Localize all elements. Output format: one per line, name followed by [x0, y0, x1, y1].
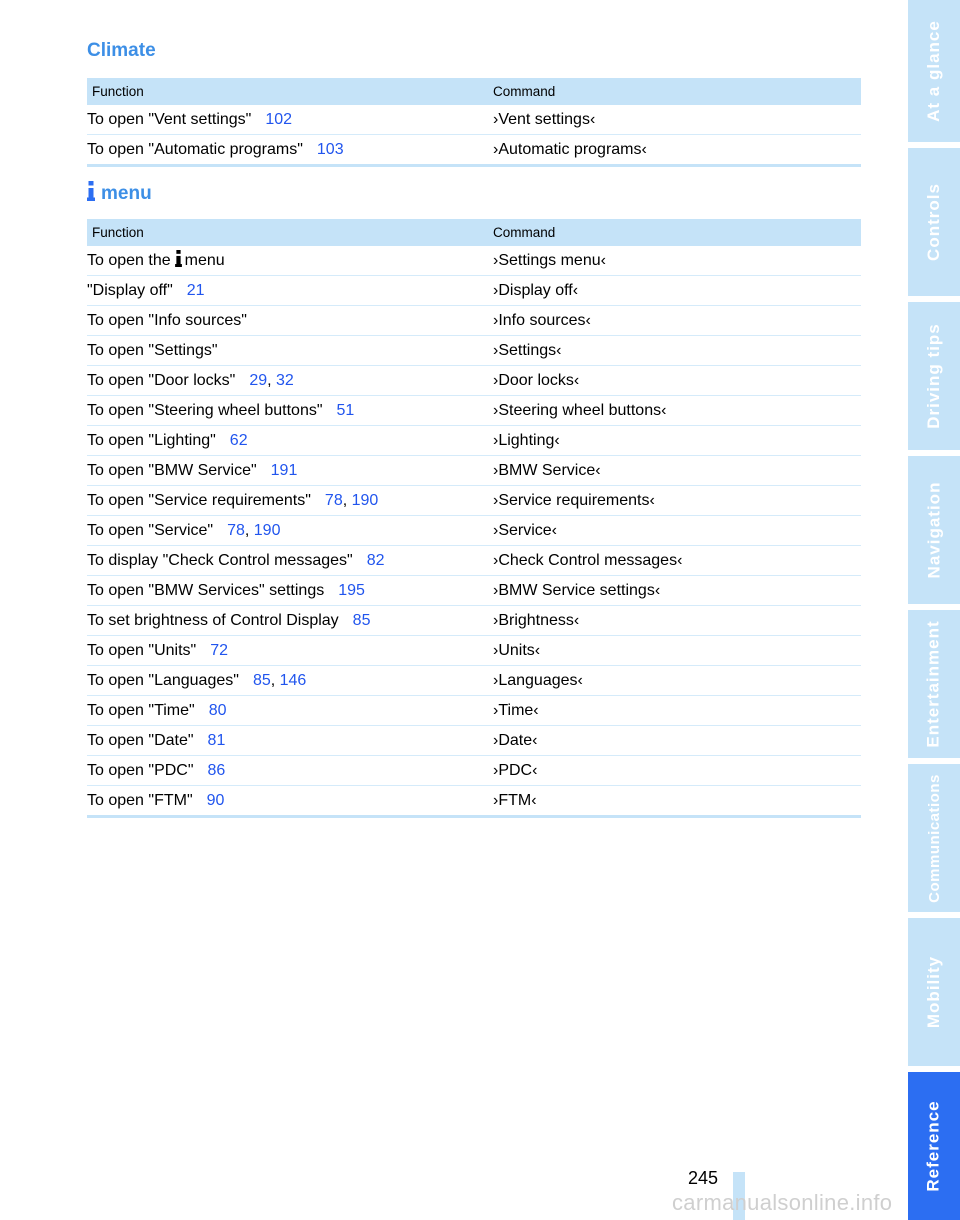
page-references [249, 372, 293, 389]
function-text: To display "Check Control messages" [87, 551, 353, 569]
page-references [317, 141, 344, 158]
function-text: To open "Door locks" [87, 371, 236, 389]
tab-label: Reference [924, 1100, 943, 1192]
page-reference-link[interactable]: 103 [316, 140, 344, 158]
page-reference-link[interactable]: 51 [336, 401, 355, 419]
command-cell: ›FTM‹ [489, 786, 861, 817]
function-text: To open "Settings" [87, 341, 218, 359]
tab-label: Driving tips [924, 323, 944, 429]
table-row [87, 306, 861, 336]
section-title-climate: Climate [87, 40, 156, 61]
page-reference-link[interactable]: 85 [252, 671, 271, 689]
table-row [87, 576, 861, 606]
function-text: To open "Automatic programs" [87, 140, 303, 158]
page-references [353, 612, 371, 629]
page-references [338, 582, 365, 599]
function-cell [87, 546, 489, 576]
tab-controls[interactable] [908, 148, 960, 296]
command-cell: ›Info sources‹ [489, 306, 861, 336]
command-cell: ›Date‹ [489, 726, 861, 756]
page-references [210, 642, 228, 659]
table-header-row [87, 219, 861, 246]
table-row [87, 726, 861, 756]
column-header-function: Function [87, 78, 489, 105]
page-references [209, 702, 227, 719]
page-references [337, 402, 355, 419]
function-text: To open "BMW Service" [87, 461, 257, 479]
page-reference-link[interactable]: 78 [227, 521, 245, 539]
table-header-row [87, 78, 861, 105]
command-cell: ›Units‹ [489, 636, 861, 666]
tab-at-a-glance[interactable] [908, 0, 960, 142]
function-cell [87, 426, 489, 456]
command-cell: ›Automatic programs‹ [489, 135, 861, 166]
page-references [187, 282, 205, 299]
page-reference-link[interactable]: 195 [338, 581, 365, 599]
column-header-command: Command [489, 219, 861, 246]
table-row [87, 606, 861, 636]
ref-separator: , [342, 491, 352, 509]
function-text: To open "Time" [87, 701, 195, 719]
page-reference-link[interactable]: 72 [210, 641, 228, 659]
page-reference-link[interactable]: 82 [366, 551, 385, 569]
function-cell [87, 636, 489, 666]
command-cell: ›Settings‹ [489, 336, 861, 366]
function-text: To open "FTM" [87, 791, 193, 809]
function-cell [87, 396, 489, 426]
climate-table [87, 78, 861, 167]
page-reference-link[interactable]: 78 [324, 491, 343, 509]
function-cell [87, 336, 489, 366]
page-reference-link[interactable]: 146 [279, 671, 307, 689]
table-row [87, 696, 861, 726]
tab-communications[interactable] [908, 764, 960, 912]
page-references [253, 672, 306, 689]
function-cell [87, 135, 489, 166]
command-cell: ›Lighting‹ [489, 426, 861, 456]
tab-mobility[interactable] [908, 918, 960, 1066]
tab-label: At a glance [924, 20, 944, 122]
command-cell: ›BMW Service‹ [489, 456, 861, 486]
tab-driving-tips[interactable] [908, 302, 960, 450]
command-cell: ›PDC‹ [489, 756, 861, 786]
function-text: To open "BMW Services" settings [87, 581, 325, 599]
info-i-icon [87, 181, 95, 207]
function-text: To open "Lighting" [87, 431, 216, 449]
page-references [207, 792, 225, 809]
function-text: To open "Steering wheel buttons" [87, 401, 323, 419]
function-cell [87, 276, 489, 306]
page-reference-link[interactable]: 102 [265, 110, 293, 128]
tab-label: Communications [925, 773, 943, 903]
page-reference-link[interactable]: 80 [208, 701, 227, 719]
function-cell [87, 576, 489, 606]
chapter-sidebar [908, 0, 960, 1220]
ref-separator: , [270, 671, 280, 689]
function-cell [87, 696, 489, 726]
ref-separator: , [267, 371, 277, 389]
column-header-function: Function [87, 219, 489, 246]
column-header-command: Command [489, 78, 861, 105]
function-text: To open "Languages" [87, 671, 239, 689]
table-row [87, 456, 861, 486]
page-references [208, 762, 226, 779]
command-cell: ›Languages‹ [489, 666, 861, 696]
function-cell [87, 606, 489, 636]
section-title-menu-label: menu [101, 183, 152, 204]
page-references [227, 522, 280, 539]
page-references [271, 462, 298, 479]
function-text: To open "Units" [87, 641, 197, 659]
page-reference-link[interactable]: 21 [186, 281, 205, 299]
function-text: To open "Service" [87, 521, 214, 539]
watermark: carmanualsonline.info [672, 1190, 893, 1215]
tab-label: Controls [924, 183, 944, 261]
command-cell: ›Brightness‹ [489, 606, 861, 636]
table-row [87, 666, 861, 696]
function-cell [87, 516, 489, 546]
section-title-menu [87, 181, 152, 207]
tab-label: Mobility [924, 955, 943, 1029]
page-references [265, 111, 292, 128]
page-references [367, 552, 385, 569]
function-text: To open "Vent settings" [87, 110, 252, 128]
function-cell [87, 246, 489, 276]
info-i-icon [175, 250, 182, 272]
table-row [87, 786, 861, 817]
table-row [87, 276, 861, 306]
table-row [87, 426, 861, 456]
function-cell [87, 666, 489, 696]
page-reference-link[interactable]: 190 [253, 521, 281, 539]
function-cell [87, 486, 489, 516]
function-text: menu [184, 251, 225, 269]
tab-label: Navigation [924, 481, 943, 579]
command-cell: ›Display off‹ [489, 276, 861, 306]
page-number: 245 [688, 1168, 719, 1188]
function-text: To open the [87, 251, 171, 269]
command-cell: ›Time‹ [489, 696, 861, 726]
tab-entertainment[interactable] [908, 610, 960, 758]
menu-table [87, 219, 861, 818]
page-reference-link[interactable]: 85 [352, 611, 371, 629]
table-row [87, 135, 861, 166]
table-row [87, 756, 861, 786]
function-cell [87, 786, 489, 817]
page-references [325, 492, 378, 509]
function-text: To open "PDC" [87, 761, 194, 779]
function-text: To open "Service requirements" [87, 491, 311, 509]
ref-separator: , [244, 521, 254, 539]
tab-reference[interactable] [908, 1072, 960, 1220]
table-row [87, 246, 861, 276]
function-text: To set brightness of Control Display [87, 611, 339, 629]
table-row [87, 105, 861, 135]
command-cell: ›Door locks‹ [489, 366, 861, 396]
function-cell [87, 105, 489, 135]
table-row [87, 486, 861, 516]
page-reference-link[interactable]: 81 [207, 731, 226, 749]
function-text: To open "Info sources" [87, 311, 247, 329]
page-reference-link[interactable]: 190 [351, 491, 379, 509]
function-cell [87, 306, 489, 336]
command-cell: ›Service requirements‹ [489, 486, 861, 516]
tab-label: Entertainment [924, 620, 944, 748]
command-cell: ›Vent settings‹ [489, 105, 861, 135]
command-cell: ›Steering wheel buttons‹ [489, 396, 861, 426]
page-reference-link[interactable]: 191 [270, 461, 298, 479]
page-reference-link[interactable]: 62 [229, 431, 248, 449]
function-cell [87, 366, 489, 396]
command-cell: ›BMW Service settings‹ [489, 576, 861, 606]
command-cell: ›Service‹ [489, 516, 861, 546]
function-text: To open "Date" [87, 731, 194, 749]
table-row [87, 636, 861, 666]
table-row [87, 366, 861, 396]
table-row [87, 396, 861, 426]
function-cell [87, 456, 489, 486]
page-reference-link[interactable]: 86 [207, 761, 226, 779]
command-cell: ›Check Control messages‹ [489, 546, 861, 576]
page-references [230, 432, 248, 449]
tab-navigation[interactable] [908, 456, 960, 604]
function-text: "Display off" [87, 281, 173, 299]
function-cell [87, 756, 489, 786]
table-row [87, 516, 861, 546]
table-row [87, 546, 861, 576]
page-reference-link[interactable]: 29 [249, 371, 268, 389]
table-row [87, 336, 861, 366]
function-cell [87, 726, 489, 756]
page-reference-link[interactable]: 32 [276, 371, 294, 389]
page-references [208, 732, 226, 749]
command-cell: ›Settings menu‹ [489, 246, 861, 276]
page-reference-link[interactable]: 90 [206, 791, 225, 809]
